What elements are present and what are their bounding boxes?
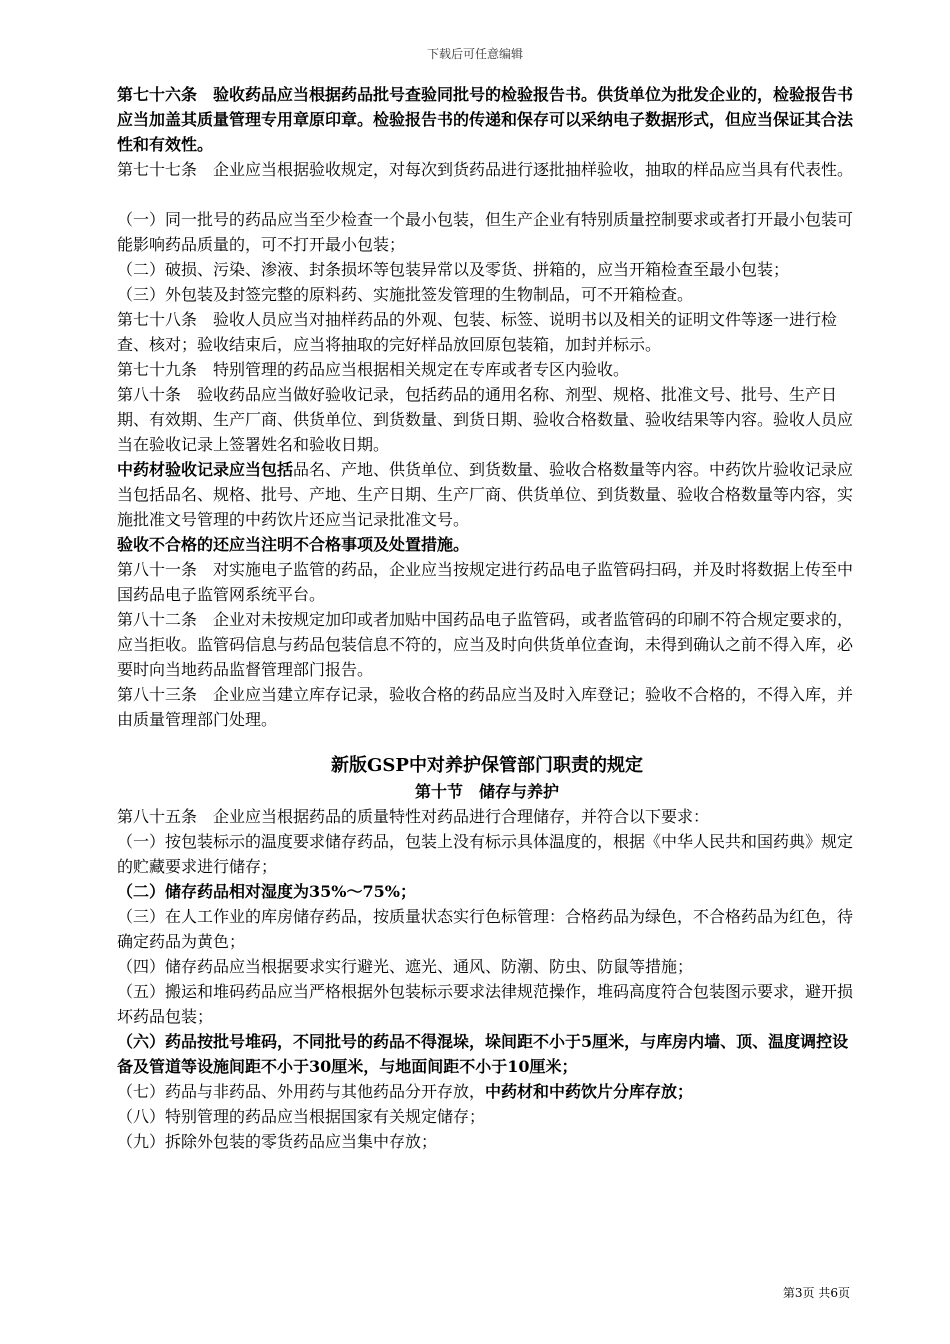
article-77-item-1: （一）同一批号的药品应当至少检查一个最小包装，但生产企业有特别质量控制要求或者打开最小包装可能影响药品质量的，可不打开最小包装； [117, 210, 854, 254]
article-80: 第八十条 验收药品应当做好验收记录，包括药品的通用名称、剂型、规格、批准文号、批号、生产日期、有效期、生产厂商、供货单位、到货数量、到货日期、验收合格数量、验收结果等内容。验收人员应当在验收记录上签署姓名和验收日期。 [117, 385, 854, 454]
section-subtitle: 第十节 储存与养护 [414, 782, 559, 801]
page-header-note: 下载后可任意编辑 [426, 47, 523, 61]
article-85-item-9: （九）拆除外包装的零货药品应当集中存放； [117, 1132, 438, 1151]
article-85-item-2: （二）储存药品相对湿度为35%～75%； [117, 882, 416, 901]
article-85-item-1: （一）按包装标示的温度要求储存药品，包装上没有标示具体温度的，根据《中华人民共和国药典》规定的贮藏要求进行储存； [117, 832, 854, 876]
article-85-item-6: （六）药品按批号堆码，不同批号的药品不得混垛，垛间距不小于5厘米，与库房内墙、顶、温度调控设备及管道等设施间距不小于30厘米，与地面间距不小于10厘米； [117, 1032, 849, 1076]
blank-line [117, 182, 857, 207]
article-85-item-8: （八）特别管理的药品应当根据国家有关规定储存； [117, 1107, 486, 1126]
article-83: 第八十三条 企业应当建立库存记录，验收合格的药品应当及时入库登记；验收不合格的，不得入库，并由质量管理部门处理。 [117, 685, 854, 729]
section-title: 新版GSP中对养护保管部门职责的规定 [331, 755, 643, 776]
article-85-item-5: （五）搬运和堆码药品应当严格根据外包装标示要求法律规范操作，堆码高度符合包装图示要求，避开损坏药品包装； [117, 982, 854, 1026]
article-80-herbal-records [117, 457, 857, 532]
article-77: 第七十七条 企业应当根据验收规定，对每次到货药品进行逐批抽样验收，抽取的样品应当具有代表性。 [117, 160, 854, 179]
article-81: 第八十一条 对实施电子监管的药品，企业应当按规定进行药品电子监管码扫码，并及时将数据上传至中国药品电子监管网系统平台。 [117, 560, 854, 604]
document-body [117, 82, 857, 1154]
article-85-item-3: （三）在人工作业的库房储存药品，按质量状态实行色标管理：合格药品为绿色，不合格药品为红色，待确定药品为黄色； [117, 907, 854, 951]
article-85-item-7 [117, 1079, 857, 1104]
article-77-item-2: （二）破损、污染、渗液、封条损坏等包装异常以及零货、拼箱的，应当开箱检查至最小包装； [117, 260, 790, 279]
item-7-text: （七）药品与非药品、外用药与其他药品分开存放， [117, 1082, 486, 1101]
article-77-item-3: （三）外包装及封签完整的原料药、实施批签发管理的生物制品，可不开箱检查。 [117, 285, 694, 304]
article-78: 第七十八条 验收人员应当对抽样药品的外观、包装、标签、说明书以及相关的证明文件等逐一进行检查、核对；验收结束后，应当将抽取的完好样品放回原包装箱，加封并标示。 [117, 310, 838, 354]
article-82: 第八十二条 企业对未按规定加印或者加贴中国药品电子监管码，或者监管码的印刷不符合规定要求的，应当拒收。监管码信息与药品包装信息不符的，应当及时向供货单位查询，未得到确认之前不得入库，必要时向当地药品监督管理部门报告。 [117, 610, 854, 679]
article-85-item-4: （四）储存药品应当根据要求实行避光、遮光、通风、防潮、防虫、防鼠等措施； [117, 957, 694, 976]
article-80-unqualified: 验收不合格的还应当注明不合格事项及处置措施。 [117, 535, 470, 554]
item-7-bold: 中药材和中药饮片分库存放； [485, 1082, 694, 1101]
article-85: 第八十五条 企业应当根据药品的质量特性对药品进行合理储存，并符合以下要求： [117, 807, 710, 826]
herbal-records-text: 品名、产地、供货单位、到货数量、验收合格数量等内容。中药饮片验收记录应当包括品名、规格、批号、产地、生产日期、生产厂商、供货单位、到货数量、验收合格数量等内容，实施批准文号管理的中药饮片还应当记录批准文号。 [117, 460, 854, 529]
article-79: 第七十九条 特别管理的药品应当根据相关规定在专库或者专区内验收。 [117, 360, 630, 379]
herbal-records-lead: 中药材验收记录应当包括 [117, 460, 294, 479]
article-76: 第七十六条 验收药品应当根据药品批号查验同批号的检验报告书。供货单位为批发企业的，检验报告书应当加盖其质量管理专用章原印章。检验报告书的传递和保存可以采纳电子数据形式，但应当保证其合法性和有效性。 [117, 85, 854, 154]
page-number: 第3页 共6页 [782, 1286, 850, 1300]
